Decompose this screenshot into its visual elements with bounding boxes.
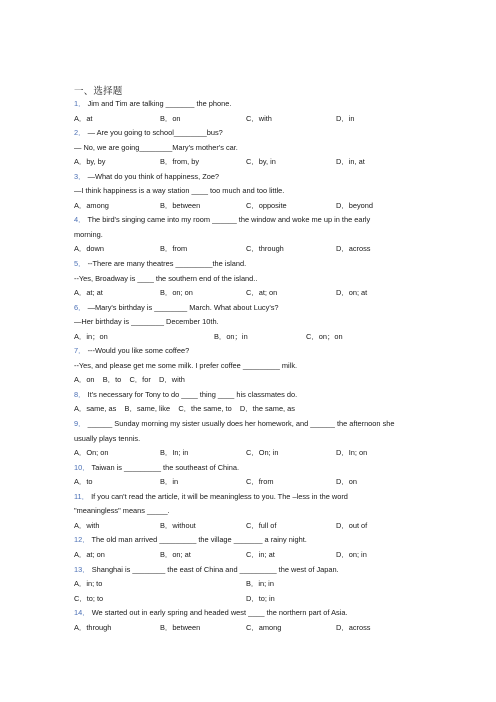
question-number: 1．	[74, 99, 86, 108]
option-choice[interactable]: B．between	[160, 622, 201, 632]
options-row	[74, 155, 434, 170]
option-choice[interactable]: C．opposite	[246, 200, 287, 210]
question-stem-continued	[74, 272, 434, 287]
question-item	[74, 97, 434, 126]
stem-text: —I think happiness is a way station ____ too much and too little.	[74, 186, 285, 196]
question-item	[74, 257, 434, 301]
option-choice[interactable]: D．beyond	[336, 200, 373, 210]
option-choice[interactable]: B．In; in	[160, 448, 189, 458]
question-stem	[74, 257, 434, 272]
option-choice[interactable]: C．at; on	[246, 288, 278, 298]
options-row	[74, 112, 434, 127]
option-choice[interactable]: C．to; to	[74, 593, 104, 603]
question-item	[74, 126, 434, 170]
option-choice[interactable]: D．In; on	[336, 448, 368, 458]
question-stem-continued	[74, 228, 434, 243]
option-choice[interactable]: A．down	[74, 244, 104, 254]
question-stem	[74, 417, 434, 432]
option-choice[interactable]: B．on；in	[214, 331, 248, 341]
stem-text: —Mary's birthday is ________ March. What about Lucy's?	[87, 302, 279, 312]
stem-text: The old man arrived _________ the village _______ a rainy night.	[91, 535, 307, 545]
question-stem	[74, 97, 434, 112]
question-number: 13．	[74, 564, 90, 574]
question-stem	[74, 606, 434, 621]
question-stem	[74, 461, 434, 476]
option-choice[interactable]: D．on; at	[336, 288, 368, 298]
stem-text: Jim and Tim are talking _______ the phone.	[87, 99, 232, 108]
option-choice[interactable]: C．through	[246, 244, 284, 254]
option-choice[interactable]: C．among	[246, 622, 282, 632]
option-choice[interactable]: B．on; at	[160, 549, 191, 559]
stem-text: We started out in early spring and headed west ____ the northern part of Asia.	[91, 608, 348, 618]
question-stem	[74, 301, 434, 316]
stem-text: If you can't read the article, it will be meaningless to you. The –less in the word	[91, 491, 348, 501]
option-choice[interactable]: C．by, in	[246, 157, 276, 167]
question-stem-continued	[74, 359, 434, 374]
question-number: 2．	[74, 128, 86, 138]
options-row	[74, 519, 434, 534]
option-choice[interactable]: B．on	[160, 113, 181, 123]
option-choice[interactable]: A．through	[74, 622, 112, 632]
option-choice[interactable]: C．in; at	[246, 549, 275, 559]
question-stem	[74, 170, 434, 185]
options-row	[74, 592, 434, 607]
options-row	[74, 199, 434, 214]
option-choice[interactable]: D．to; in	[246, 593, 275, 603]
stem-text: Taiwan is _________ the southeast of China.	[91, 462, 240, 472]
question-stem-continued	[74, 184, 434, 199]
options-row	[74, 330, 434, 345]
stem-text: morning.	[74, 229, 103, 239]
option-choice[interactable]: A．in；on	[74, 331, 108, 341]
option-choice[interactable]: A．at; at	[74, 288, 103, 298]
option-choice[interactable]: B．in	[160, 477, 179, 487]
option-choice[interactable]: B．from	[160, 244, 188, 254]
option-choice[interactable]: B．on; on	[160, 288, 193, 298]
question-stem	[74, 388, 434, 403]
stem-text: --Yes, and please get me some milk. I prefer coffee _________ milk.	[74, 360, 298, 370]
option-choice[interactable]: A．On; on	[74, 448, 109, 458]
option-choice[interactable]: D．out of	[336, 520, 368, 530]
question-item	[74, 170, 434, 214]
question-stem	[74, 563, 434, 578]
option-choice[interactable]: A．at; on	[74, 549, 105, 559]
option-choice[interactable]: D．in, at	[336, 157, 365, 167]
option-choice[interactable]: B．without	[160, 520, 196, 530]
options-row	[74, 373, 434, 388]
option-choice[interactable]: B．between	[160, 200, 201, 210]
question-number: 3．	[74, 171, 86, 181]
option-choice[interactable]: C．from	[246, 477, 274, 487]
stem-text: The bird's singing came into my room ______ the window and woke me up in the early	[87, 215, 371, 225]
question-item	[74, 417, 434, 461]
question-list	[74, 97, 434, 635]
question-stem-continued	[74, 141, 434, 156]
option-choice[interactable]: B．in; in	[246, 579, 274, 589]
question-number: 5．	[74, 259, 86, 269]
option-choice[interactable]: D．in	[336, 113, 355, 123]
question-item	[74, 461, 434, 490]
options-row	[74, 446, 434, 461]
options-row	[74, 286, 434, 301]
question-number: 8．	[74, 389, 86, 399]
stem-text: —What do you think of happiness, Zoe?	[87, 171, 220, 181]
option-choice[interactable]: C．On; in	[246, 448, 279, 458]
stem-text: --There are many theatres _________the island.	[87, 259, 247, 269]
question-item	[74, 344, 434, 388]
option-choice[interactable]: C．full of	[246, 520, 277, 530]
option-choices-inline: A．same, as B．same, like C．the same, to D．the same, as	[74, 404, 295, 414]
options-row	[74, 621, 434, 636]
stem-text: — No, we are going________Mary's mother's car.	[74, 142, 238, 152]
option-choice[interactable]: D．across	[336, 244, 371, 254]
stem-text: "meaningless" means _____.	[74, 506, 170, 516]
options-row	[74, 548, 434, 563]
option-choice[interactable]: D．across	[336, 622, 371, 632]
question-stem	[74, 126, 434, 141]
question-stem	[74, 344, 434, 359]
stem-text: —Her birthday is ________ December 10th.	[74, 317, 219, 327]
option-choice[interactable]: D．on	[336, 477, 357, 487]
question-item	[74, 213, 434, 257]
option-choice[interactable]: A．in; to	[74, 579, 103, 589]
options-row	[74, 402, 434, 417]
question-item	[74, 490, 434, 534]
question-stem-continued	[74, 315, 434, 330]
option-choice[interactable]: B．from, by	[160, 157, 200, 167]
question-stem	[74, 213, 434, 228]
question-number: 4．	[74, 215, 86, 225]
question-item	[74, 533, 434, 562]
stem-text: — Are you going to school________bus?	[87, 128, 223, 138]
option-choice[interactable]: A．with	[74, 520, 100, 530]
stem-text: --Yes, Broadway is ____ the southern end of the island..	[74, 273, 258, 283]
stem-text: ______ Sunday morning my sister usually does her homework, and ______ the afternoon she	[87, 419, 395, 429]
option-choice[interactable]: D．on; in	[336, 549, 367, 559]
option-choice[interactable]: A．among	[74, 200, 109, 210]
options-row	[74, 475, 434, 490]
option-choices-inline: A．on B．to C．for D．with	[74, 375, 185, 385]
question-number: 7．	[74, 346, 86, 356]
question-number: 10．	[74, 462, 90, 472]
question-item	[74, 301, 434, 345]
question-number: 9．	[74, 419, 86, 429]
option-choice[interactable]: A．at	[74, 113, 93, 123]
question-item	[74, 563, 434, 607]
stem-text: ---Would you like some coffee?	[87, 346, 190, 356]
question-number: 14．	[74, 608, 90, 618]
question-stem	[74, 490, 434, 505]
section-title: 一、选择题	[74, 86, 123, 97]
question-item	[74, 388, 434, 417]
option-choice[interactable]: A．to	[74, 477, 93, 487]
question-number: 11．	[74, 491, 90, 501]
question-item	[74, 606, 434, 635]
question-stem	[74, 533, 434, 548]
option-choice[interactable]: A．by, by	[74, 157, 106, 167]
options-row	[74, 577, 434, 592]
options-row	[74, 242, 434, 257]
question-stem-continued	[74, 504, 434, 519]
option-choice[interactable]: C．with	[246, 113, 272, 123]
option-choice[interactable]: C．on；on	[306, 331, 343, 341]
stem-text: It's necessary for Tony to do ____ thing ____ his classmates do.	[87, 389, 298, 399]
question-number: 6．	[74, 302, 86, 312]
stem-text: Shanghai is ________ the east of China and _________ the west of Japan.	[91, 564, 339, 574]
question-stem-continued	[74, 432, 434, 447]
question-number: 12．	[74, 535, 90, 545]
stem-text: usually plays tennis.	[74, 433, 141, 443]
